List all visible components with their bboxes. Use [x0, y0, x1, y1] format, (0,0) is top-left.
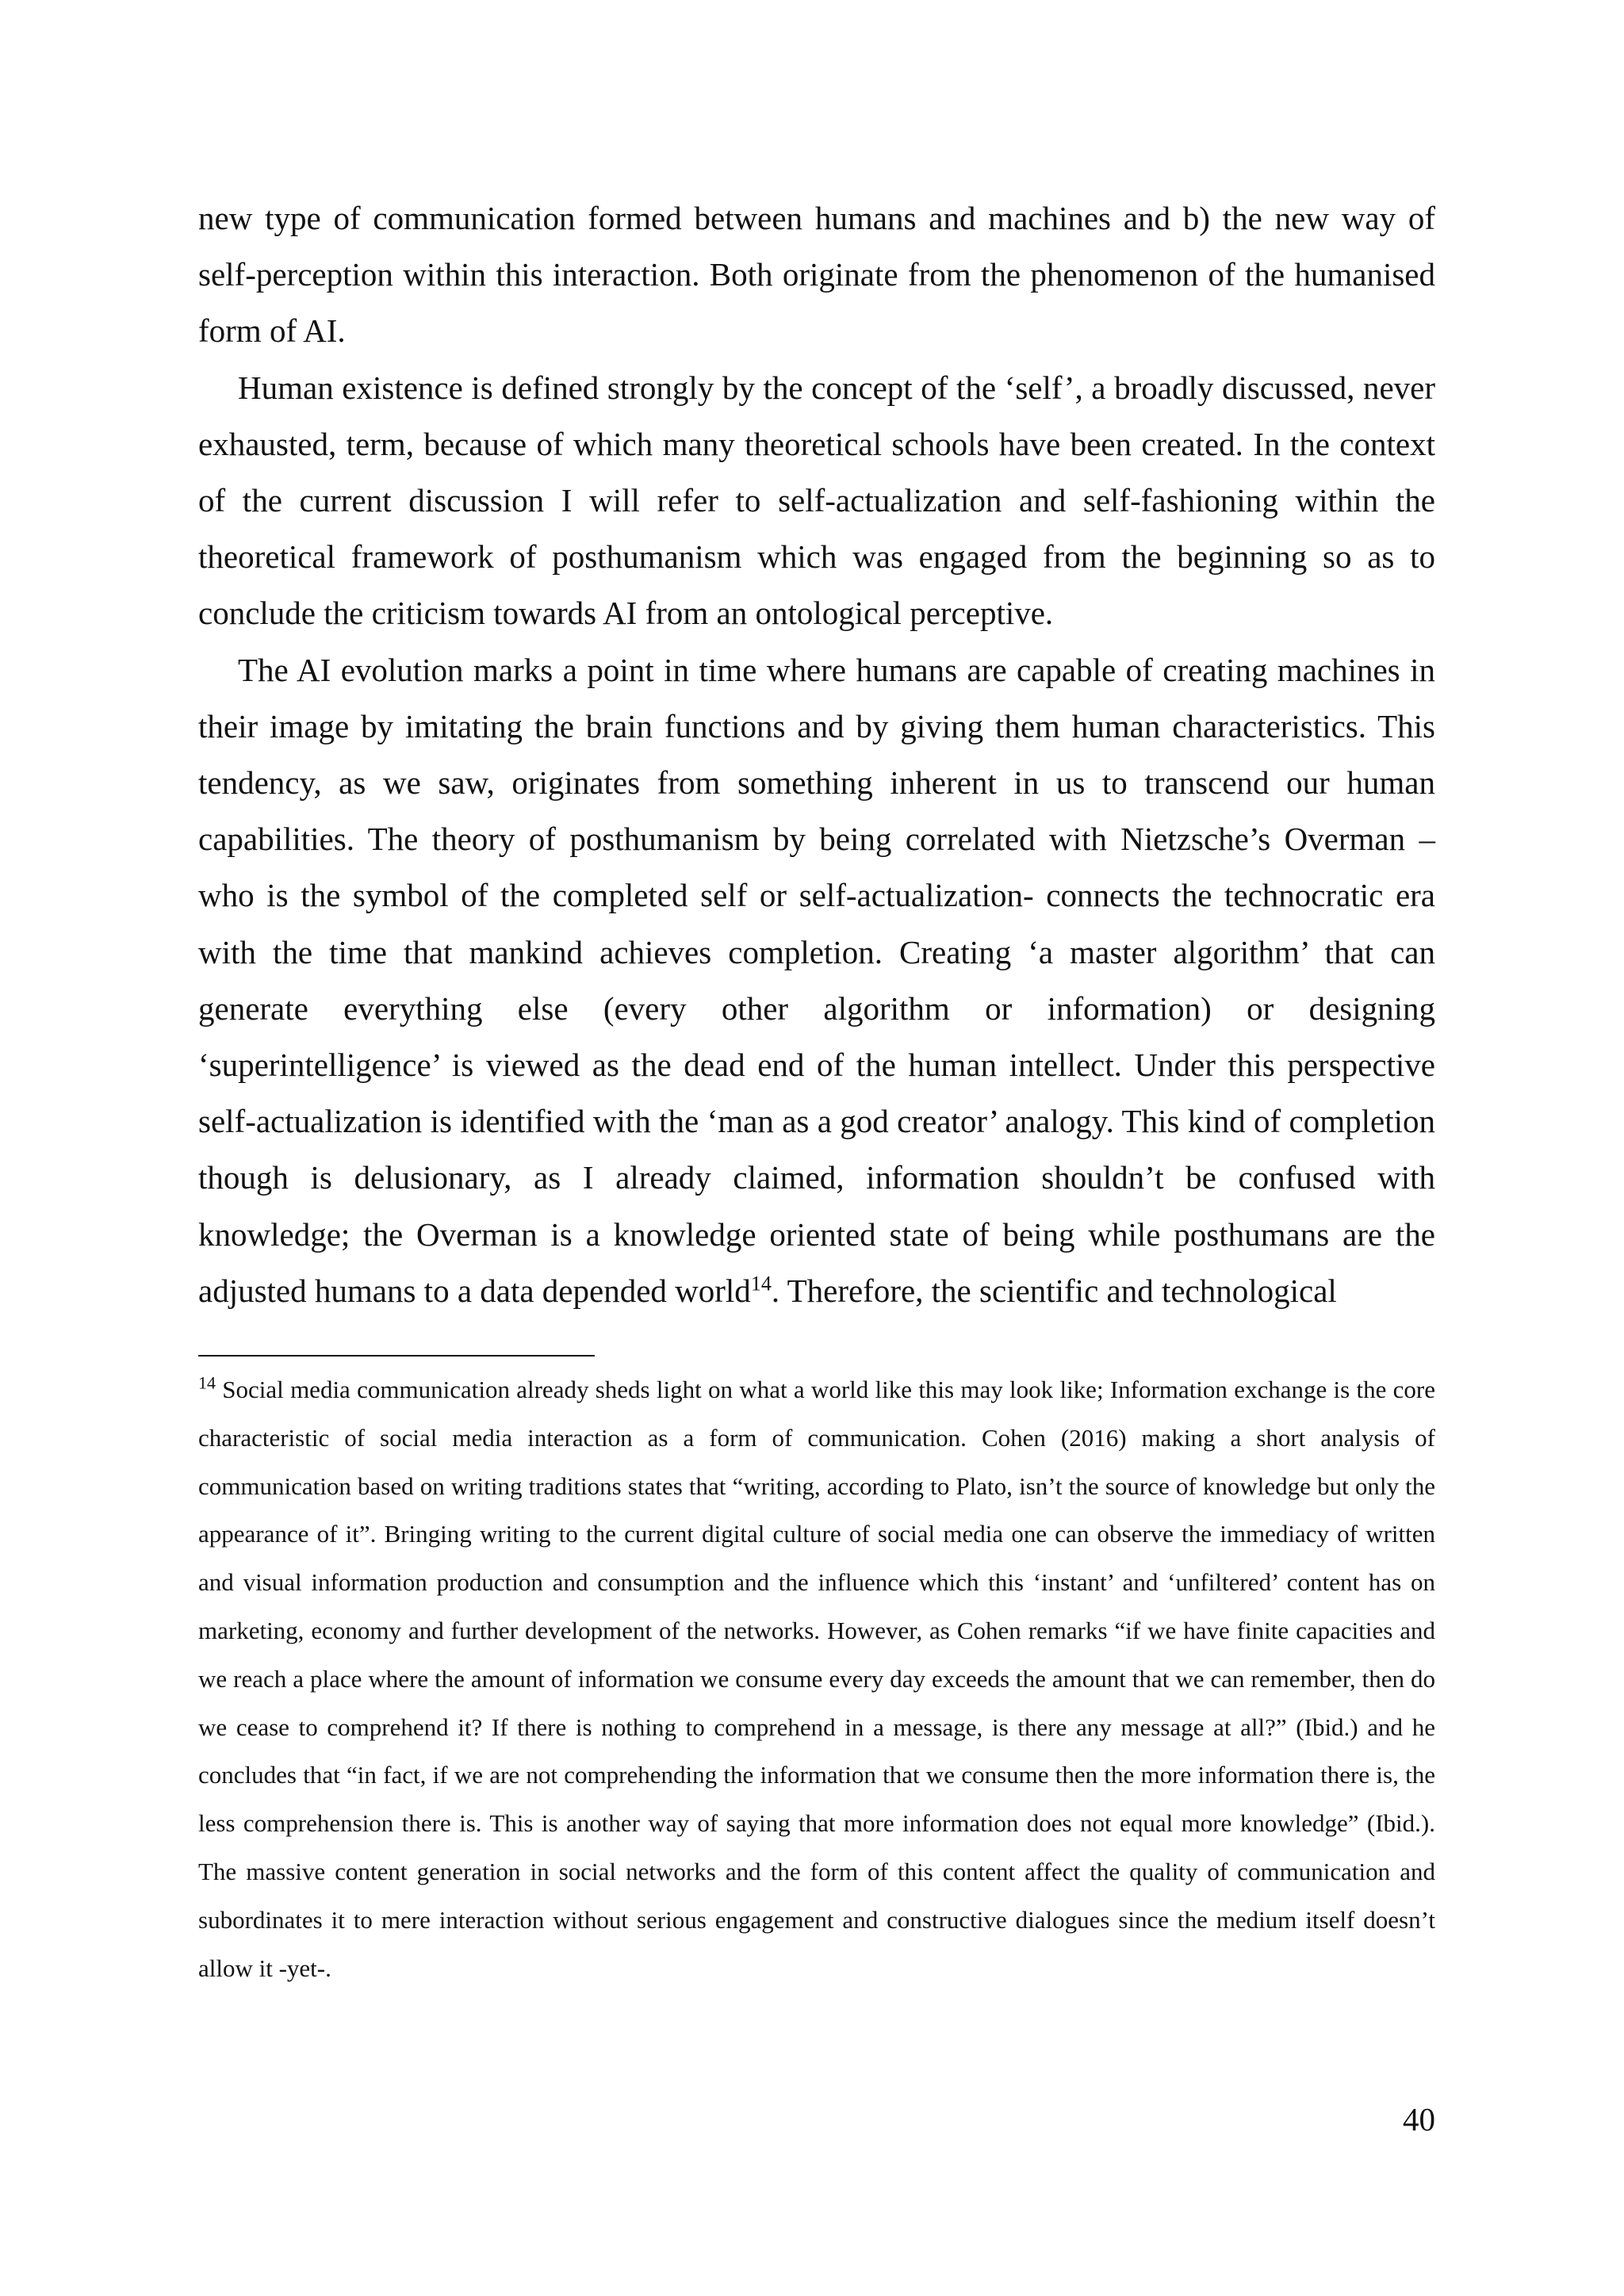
paragraph-3-text-after-ref: . Therefore, the scientific and technological — [771, 1272, 1337, 1309]
page-number: 40 — [1403, 2101, 1435, 2137]
paragraph-2: Human existence is defined strongly by the concept of the ‘self’, a broadly discussed, never exhausted, term, because of which many theoretical schools have been created. In the context of the current discussion I will refer to self-actualization and self-fashioning within the theoretical framework of posthumanism which was engaged from the beginning so as to conclude the criticism towards AI from an ontological perceptive. — [198, 369, 1435, 632]
footnote-number: 14 — [198, 1372, 216, 1393]
paragraph-3 — [198, 642, 1435, 1319]
paragraph-1: new type of communication formed between humans and machines and b) the new way of self-perception within this interaction. Both originate from the phenomenon of the humanised form of AI. — [198, 200, 1435, 350]
main-text — [198, 190, 1435, 1319]
footnote-reference-14[interactable]: 14 — [750, 1272, 772, 1295]
footnote-separator — [198, 1355, 595, 1357]
footnote-text: Social media communication already sheds light on what a world like this may look like; Information exchange is the core characteristic of social media interaction as a form of communication. Cohen (2016) making a short analysis of communication based on writing traditions states that “writing, according to Plato, isn’t the source of knowledge but only the appearance of it”. Bringing writing to the current digital culture of social media one can observe the immediacy of written and visual information production and consumption and the influence which this ‘instant’ and ‘unfiltered’ content has on marketing, economy and further development of the networks. However, as Cohen remarks “if we have finite capacities and we reach a place where the amount of information we consume every day exceeds the amount that we can remember, then do we cease to comprehend it? If there is nothing to comprehend in a message, is there any message at all?” (Ibid.) and he concludes that “in fact, if we are not comprehending the information that we consume then the more information there is, the less comprehension there is. This is another way of saying that more information does not equal more knowledge” (Ibid.). The massive content generation in social networks and the form of this content affect the quality of communication and subordinates it to mere interaction without serious engagement and constructive dialogues since the medium itself doesn’t allow it -yet-. — [198, 1376, 1435, 1982]
paragraph-3-text-before-ref: The AI evolution marks a point in time where humans are capable of creating machines in their image by imitating the brain functions and by giving them human characteristics. This tendency, as we saw, originates from something inherent in us to transcend our human capabilities. The theory of posthumanism by being correlated with Nietzsche’s Overman – who is the symbol of the completed self or self-actualization- connects the technocratic era with the time that mankind achieves completion. Creating ‘a master algorithm’ that can generate everything else (every other algorithm or information) or designing ‘superintelligence’ is viewed as the dead end of the human intellect. Under this perspective self-actualization is identified with the ‘man as a god creator’ analogy. This kind of completion though is delusionary, as I already claimed, information shouldn’t be confused with knowledge; the Overman is a knowledge oriented state of being while posthumans are the adjusted humans to a data depended world — [198, 651, 1435, 1309]
footnote-14 — [198, 1366, 1435, 1992]
